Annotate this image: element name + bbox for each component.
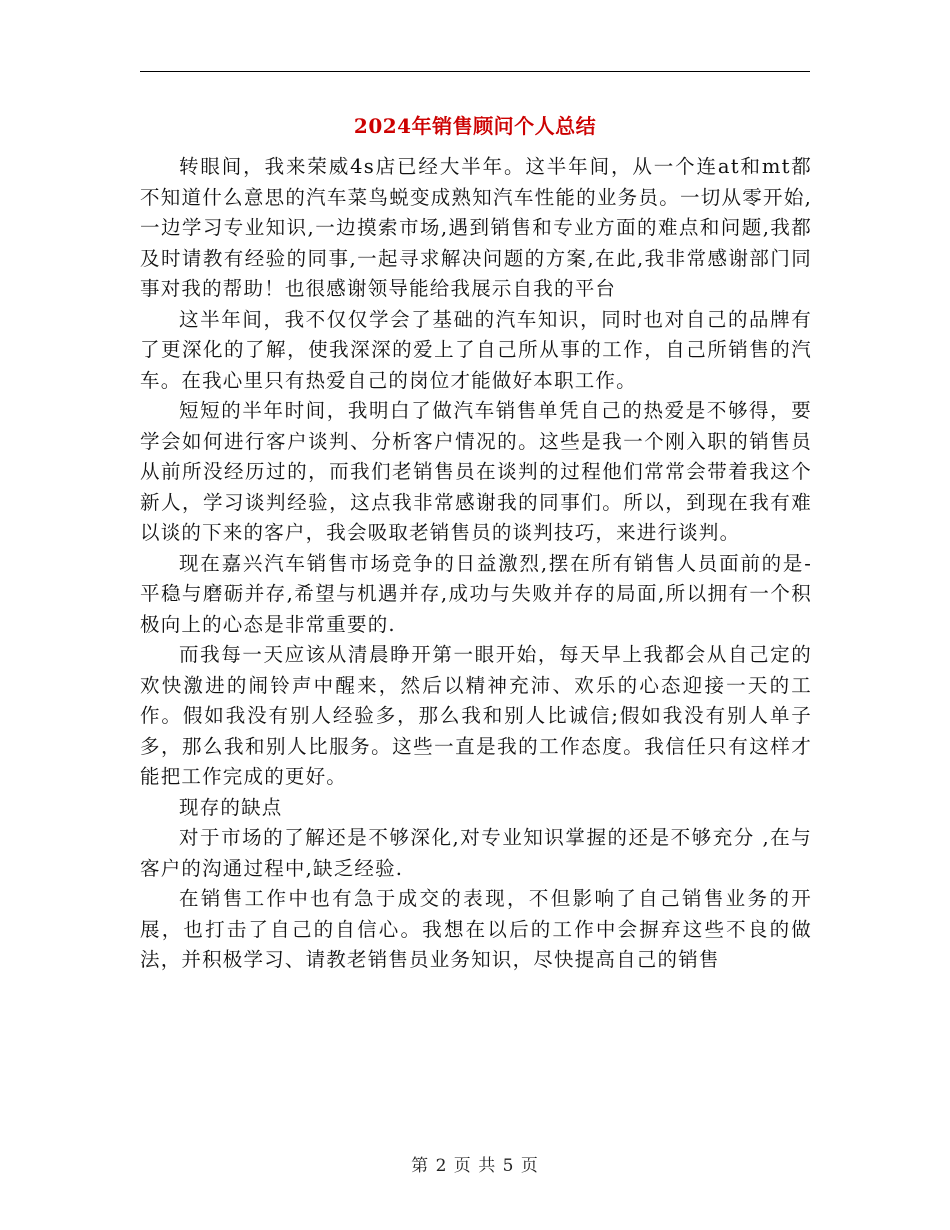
header-rule — [140, 71, 810, 72]
document-body — [140, 152, 812, 976]
paragraph: 现在嘉兴汽车销售市场竞争的日益激烈,摆在所有销售人员面前的是-平稳与磨砺并存,希望与机遇并存,成功与失败并存的局面,所以拥有一个积极向上的心态是非常重要的. — [140, 551, 812, 636]
paragraph: 转眼间，我来荣威4s店已经大半年。这半年间，从一个连at和mt都不知道什么意思的汽车菜鸟蜕变成熟知汽车性能的业务员。一切从零开始,一边学习专业知识,一边摸索市场,遇到销售和专业方面的难点和问题,我都及时请教有经验的同事,一起寻求解决问题的方案,在此,我非常感谢部门同事对我的帮助！也很感谢领导能给我展示自我的平台 — [140, 155, 812, 300]
paragraph: 对于市场的了解还是不够深化,对专业知识掌握的还是不够充分 ,在与客户的沟通过程中,缺乏经验. — [140, 826, 812, 880]
paragraph: 短短的半年时间，我明白了做汽车销售单凭自己的热爱是不够得，要学会如何进行客户谈判、分析客户情况的。这些是我一个刚入职的销售员从前所没经历过的，而我们老销售员在谈判的过程他们常常会带着我这个新人，学习谈判经验，这点我非常感谢我的同事们。所以，到现在我有难以谈的下来的客户，我会吸取老销售员的谈判技巧，来进行谈判。 — [140, 399, 812, 544]
page-number-footer: 第 2 页 共 5 页 — [411, 1156, 539, 1176]
paragraph: 而我每一天应该从清晨睁开第一眼开始，每天早上我都会从自己定的欢快激进的闹铃声中醒来，然后以精神充沛、欢乐的心态迎接一天的工作。假如我没有别人经验多，那么我和别人比诚信;假如我没有别人单子多，那么我和别人比服务。这些一直是我的工作态度。我信任只有这样才能把工作完成的更好。 — [140, 643, 812, 788]
document-title: 2024年销售顾问个人总结 — [353, 114, 597, 138]
paragraph: 在销售工作中也有急于成交的表现，不但影响了自己销售业务的开展，也打击了自己的自信心。我想在以后的工作中会摒弃这些不良的做法，并积极学习、请教老销售员业务知识，尽快提高自己的销售 — [140, 887, 812, 971]
section-heading: 现存的缺点 — [179, 795, 283, 819]
paragraph: 这半年间，我不仅仅学会了基础的汽车知识，同时也对自己的品牌有了更深化的了解，使我深深的爱上了自己所从事的工作，自己所销售的汽车。在我心里只有热爱自己的岗位才能做好本职工作。 — [140, 307, 812, 392]
